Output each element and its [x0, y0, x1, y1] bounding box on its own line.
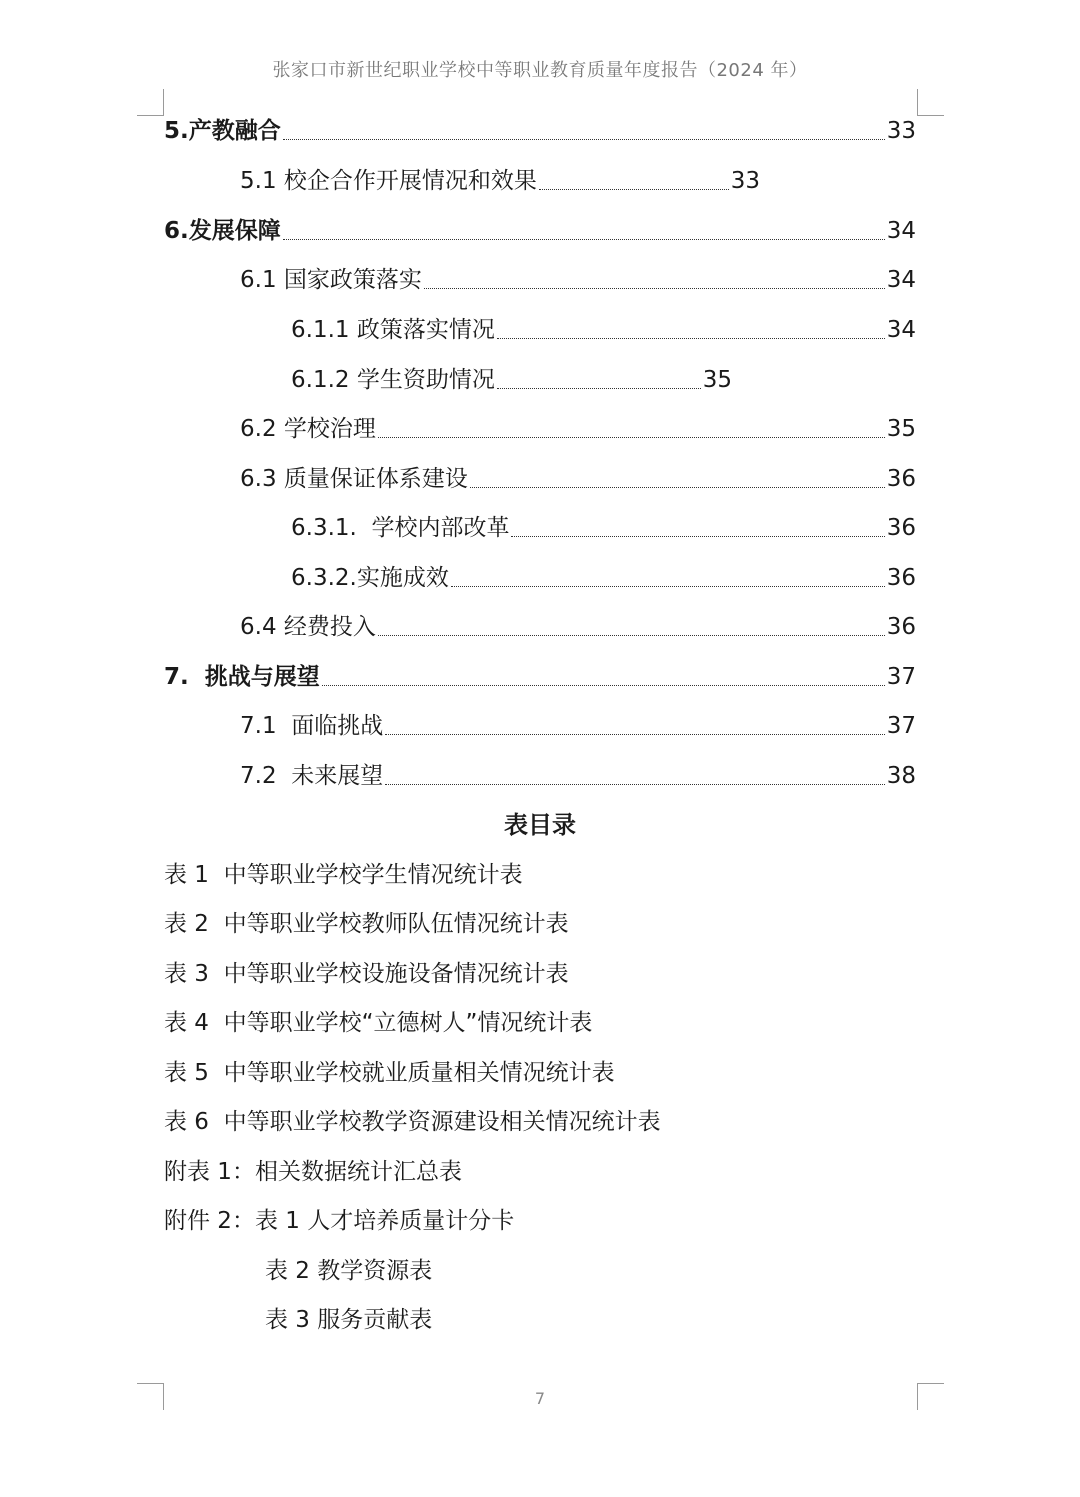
- toc-entry[interactable]: [164, 114, 916, 148]
- toc-entry-label: 6.3.1. 学校内部改革: [291, 515, 510, 541]
- crop-mark-top-left: [137, 89, 164, 116]
- toc-entry-label: 6.发展保障: [164, 218, 281, 244]
- toc-entry-label: 6.2 学校治理: [240, 416, 376, 442]
- toc-leader: [511, 536, 884, 537]
- toc-entry[interactable]: [240, 263, 916, 297]
- tables-section-title: 表目录: [504, 811, 576, 839]
- table-list-item[interactable]: 表 3 中等职业学校设施设备情况统计表: [164, 961, 569, 987]
- toc-entry-label: 6.4 经费投入: [240, 614, 376, 640]
- toc-entry-page: 36: [886, 466, 916, 492]
- toc-entry-page: 38: [886, 763, 916, 789]
- toc-entry-page: 35: [886, 416, 916, 442]
- toc-entry-page: 36: [886, 565, 916, 591]
- table-list-item[interactable]: 表 5 中等职业学校就业质量相关情况统计表: [164, 1060, 615, 1086]
- toc-leader: [385, 734, 885, 735]
- toc-entry-page: 34: [886, 317, 916, 343]
- toc-entry-label: 7. 挑战与展望: [164, 664, 320, 690]
- toc-entry-label: 6.1.2 学生资助情况: [291, 367, 495, 393]
- toc-entry[interactable]: [291, 561, 916, 595]
- crop-mark-top-right: [917, 89, 944, 116]
- toc-leader: [497, 338, 885, 339]
- toc-leader: [385, 784, 885, 785]
- toc-entry-label: 6.3 质量保证体系建设: [240, 466, 468, 492]
- toc-leader: [322, 685, 885, 686]
- toc-entry-label: 5.1 校企合作开展情况和效果: [240, 168, 537, 194]
- table-list-item[interactable]: 表 2 中等职业学校教师队伍情况统计表: [164, 911, 569, 937]
- table-list-item[interactable]: 附表 1：相关数据统计汇总表: [164, 1159, 462, 1185]
- table-list-item[interactable]: 表 2 教学资源表: [265, 1258, 433, 1284]
- toc-entry[interactable]: [240, 412, 916, 446]
- toc-entry[interactable]: [291, 511, 916, 545]
- toc-leader: [378, 437, 885, 438]
- toc-entry[interactable]: [240, 709, 916, 743]
- toc-entry-page: 33: [730, 168, 760, 194]
- toc-entry-page: 35: [702, 367, 732, 393]
- toc-entry-page: 36: [886, 515, 916, 541]
- toc-entry-label: 6.1.1 政策落实情况: [291, 317, 495, 343]
- toc-entry-label: 6.1 国家政策落实: [240, 267, 422, 293]
- toc-entry[interactable]: [240, 759, 916, 793]
- toc-entry-label: 7.1 面临挑战: [240, 713, 384, 739]
- toc-entry-page: 36: [886, 614, 916, 640]
- toc-entry[interactable]: [164, 660, 916, 694]
- toc-entry[interactable]: [240, 164, 760, 198]
- toc-entry-label: 7.2 未来展望: [240, 763, 384, 789]
- toc-entry[interactable]: [291, 363, 732, 397]
- toc-entry-page: 34: [886, 218, 916, 244]
- toc-entry[interactable]: [164, 214, 916, 248]
- toc-leader: [470, 487, 885, 488]
- table-list-item[interactable]: 表 6 中等职业学校教学资源建设相关情况统计表: [164, 1109, 661, 1135]
- toc-leader: [378, 635, 885, 636]
- toc-entry-page: 37: [886, 664, 916, 690]
- toc-entry[interactable]: [240, 610, 916, 644]
- toc-entry-page: 37: [886, 713, 916, 739]
- toc-leader: [424, 288, 885, 289]
- toc-entry[interactable]: [291, 313, 916, 347]
- toc-leader: [497, 388, 701, 389]
- toc-leader: [283, 139, 885, 140]
- table-list-item[interactable]: 表 4 中等职业学校“立德树人”情况统计表: [164, 1010, 593, 1036]
- toc-leader: [539, 189, 729, 190]
- toc-entry-label: 6.3.2.实施成效: [291, 565, 449, 591]
- table-list-item[interactable]: 表 3 服务贡献表: [265, 1307, 433, 1333]
- toc-entry-page: 33: [886, 118, 916, 144]
- toc-leader: [451, 586, 885, 587]
- toc-leader: [283, 239, 885, 240]
- toc-entry-page: 34: [886, 267, 916, 293]
- toc-entry[interactable]: [240, 462, 916, 496]
- toc-entry-label: 5.产教融合: [164, 118, 281, 144]
- page-number: 7: [534, 1389, 546, 1408]
- table-list-item[interactable]: 附件 2：表 1 人才培养质量计分卡: [164, 1208, 515, 1234]
- page-header: 张家口市新世纪职业学校中等职业教育质量年度报告（2024 年）: [272, 60, 808, 81]
- table-list-item[interactable]: 表 1 中等职业学校学生情况统计表: [164, 862, 523, 888]
